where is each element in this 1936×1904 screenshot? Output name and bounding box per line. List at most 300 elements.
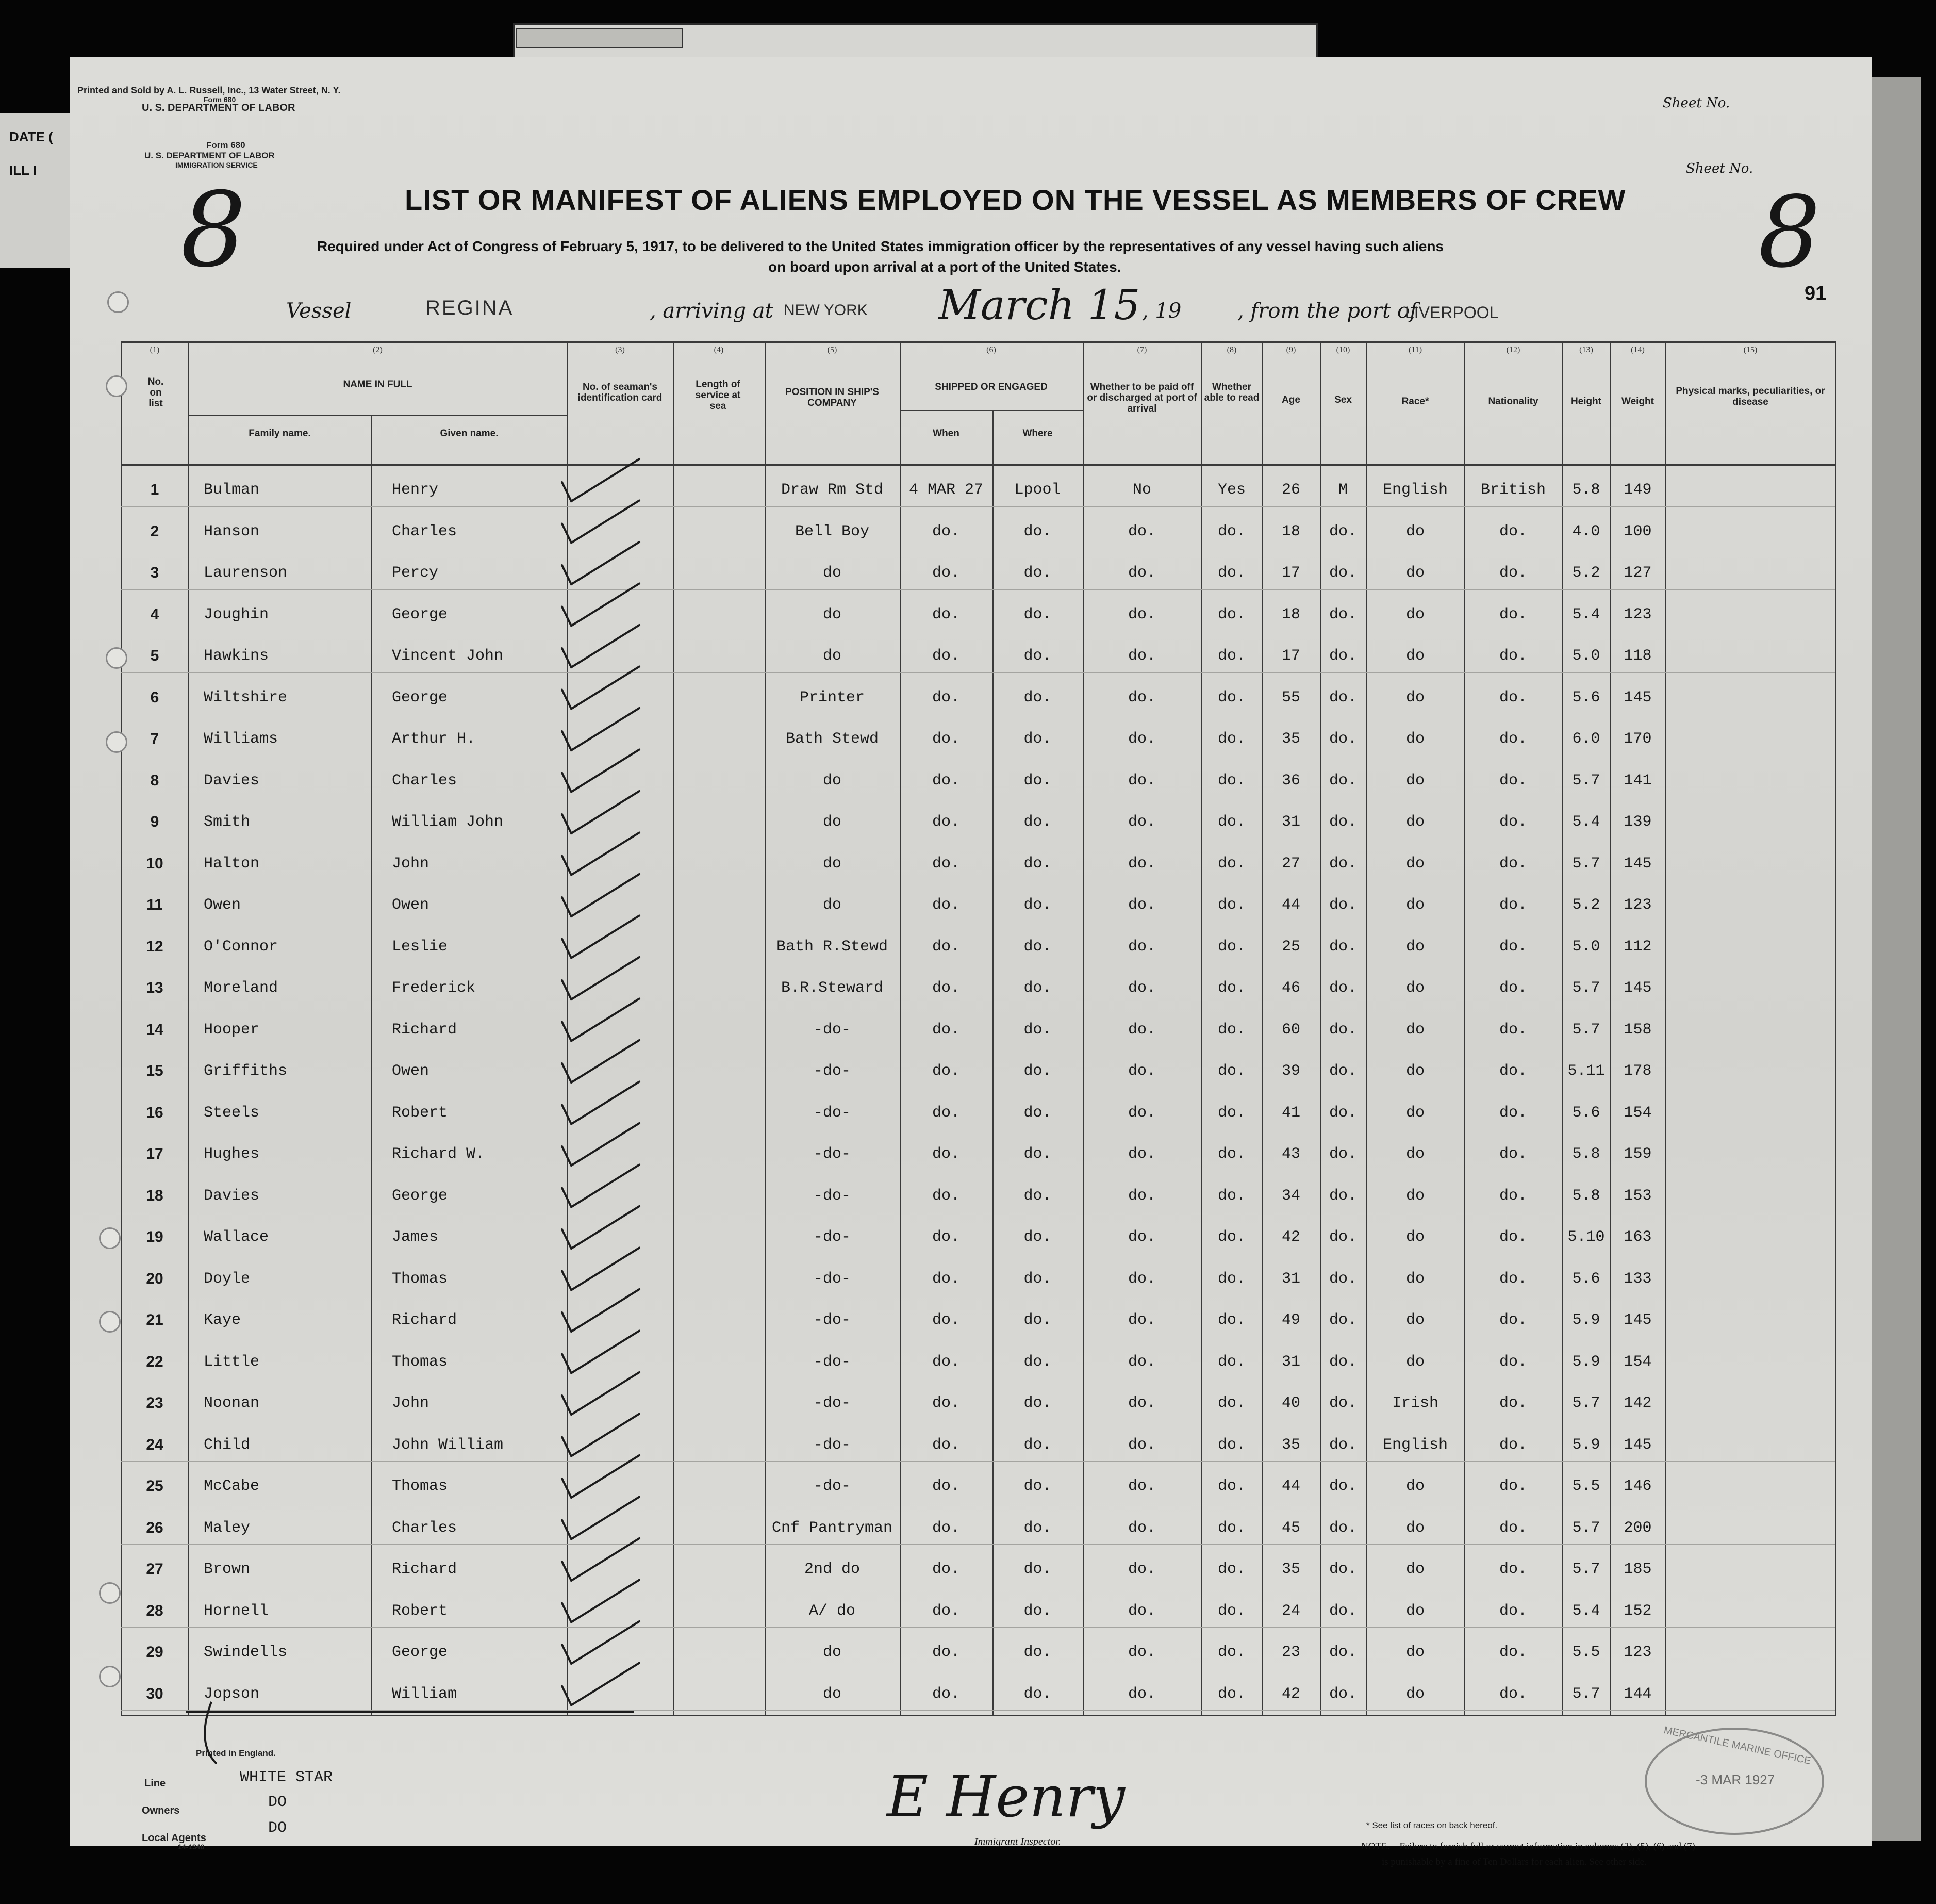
cell-no: 20 [146,1270,163,1287]
cell-where: do. [1023,1311,1052,1329]
printed-in: Printed in England. [196,1748,276,1758]
cell-sex: do. [1329,1478,1357,1495]
cell-sex: do. [1329,1228,1357,1246]
cell-where: do. [1023,1228,1052,1246]
cell-race: do [1405,1145,1425,1163]
vessel-label: Vessel [286,299,352,323]
cell-weight: 152 [1624,1602,1652,1620]
col-number: (13) [1579,346,1593,354]
year-label: , 19 [1142,299,1182,323]
agents-label: Local Agents [142,1832,206,1844]
cell-age: 17 [1281,647,1300,665]
cell-height: 5.8 [1572,481,1600,499]
cell-sex: do. [1329,1685,1357,1703]
cell-weight: 200 [1624,1519,1652,1537]
cell-given: Percy [392,564,439,582]
cell-race: English [1382,481,1448,499]
cell-given: Owen [392,896,429,914]
cell-family: Davies [204,1187,260,1205]
cell-weight: 123 [1624,605,1652,623]
cell-given: Owen [392,1062,429,1080]
cell-race: do [1405,1187,1425,1205]
cell-read: do. [1217,813,1246,831]
cell-sex: do. [1329,813,1357,831]
cell-no: 13 [146,979,163,996]
cell-sex: do. [1329,1270,1357,1288]
cell-position: do [822,1644,841,1661]
cell-position: do [822,605,841,623]
cell-height: 5.5 [1572,1644,1600,1661]
cell-paid: do. [1128,647,1156,665]
col-number: (1) [150,346,160,354]
cell-when: do. [932,1353,960,1371]
cell-weight: 145 [1624,855,1652,873]
cell-height: 5.6 [1572,1270,1600,1288]
row-rule [121,1461,1835,1462]
col-number: (4) [714,346,724,354]
cell-age: 31 [1281,813,1300,831]
cell-nat: do. [1499,522,1527,540]
cell-weight: 185 [1624,1561,1652,1578]
inspector-signature: E Henry [887,1764,1125,1830]
cell-weight: 133 [1624,1270,1652,1288]
cell-paid: do. [1128,1145,1156,1163]
cell-when: do. [932,1145,960,1163]
cell-when: do. [932,1062,960,1080]
header-id-card: No. of seaman's identification card [577,382,663,403]
cell-when: do. [932,564,960,582]
cell-paid: do. [1128,1644,1156,1661]
cell-height: 5.4 [1572,813,1600,831]
header-height: Height [1570,396,1602,407]
from-port-label: , from the port of [1237,299,1417,323]
cell-position: -do- [813,1145,851,1163]
cell-where: do. [1023,1685,1052,1703]
cell-when: do. [932,1187,960,1205]
cell-read: do. [1217,730,1246,748]
cell-sex: do. [1329,1062,1357,1080]
cell-nat: do. [1499,1270,1527,1288]
cell-paid: do. [1128,813,1156,831]
cell-height: 5.9 [1572,1311,1600,1329]
cell-position: -do- [813,1104,851,1122]
cell-position: -do- [813,1394,851,1412]
header-shipped: SHIPPED OR ENGAGED [935,382,1048,392]
cell-height: 5.7 [1572,1685,1600,1703]
cell-age: 44 [1281,1478,1300,1495]
cell-read: do. [1217,564,1246,582]
cell-when: do. [932,1519,960,1537]
cell-age: 45 [1281,1519,1300,1537]
cell-family: Williams [204,730,278,748]
cell-age: 46 [1281,979,1300,997]
header-weight: Weight [1621,396,1654,407]
edge-fragment-bill: ILL I [9,162,37,178]
cell-position: Bell Boy [795,522,870,540]
department-top: U. S. DEPARTMENT OF LABOR [142,102,295,113]
cell-when: do. [932,855,960,873]
department: U. S. DEPARTMENT OF LABOR [144,151,275,160]
cell-weight: 170 [1624,730,1652,748]
cell-no: 6 [150,688,159,706]
cell-age: 35 [1281,1561,1300,1578]
cell-nat: do. [1499,1478,1527,1495]
cell-weight: 100 [1624,522,1652,540]
cell-height: 5.0 [1572,938,1600,956]
cell-age: 42 [1281,1228,1300,1246]
cell-no: 26 [146,1519,163,1536]
cell-where: do. [1023,772,1052,790]
cell-position: do [822,896,841,914]
cell-when: do. [932,1644,960,1661]
cell-family: Little [204,1353,260,1371]
header-length-service: Length of service at sea [695,379,741,412]
table-header-rule [121,464,1835,466]
cell-family: Wallace [204,1228,269,1246]
cell-nat: do. [1499,1561,1527,1578]
cell-weight: 154 [1624,1353,1652,1371]
cell-nat: do. [1499,772,1527,790]
cell-age: 25 [1281,938,1300,956]
cell-read: do. [1217,605,1246,623]
cell-race: do [1405,1478,1425,1495]
cell-weight: 141 [1624,772,1652,790]
cell-paid: do. [1128,772,1156,790]
col-number: (9) [1286,346,1296,354]
cell-given: Charles [392,772,457,790]
col-number: (6) [986,346,996,354]
col-number: (10) [1336,346,1350,354]
cell-given: George [392,1187,448,1205]
header-race: Race* [1401,396,1429,407]
cell-age: 39 [1281,1062,1300,1080]
page-title: LIST OR MANIFEST OF ALIENS EMPLOYED ON THE VESSEL AS MEMBERS OF CREW [405,184,1626,216]
cell-sex: do. [1329,1311,1357,1329]
cell-read: do. [1217,1187,1246,1205]
cell-race: do [1405,1021,1425,1039]
right-edge-strip [1872,77,1921,1841]
cell-nat: do. [1499,564,1527,582]
cell-no: 27 [146,1561,163,1578]
punch-hole [99,1311,121,1333]
cell-no: 28 [146,1602,163,1619]
cell-nat: British [1480,481,1546,499]
cell-where: do. [1023,647,1052,665]
header-where: Where [1022,428,1053,439]
cell-when: do. [932,979,960,997]
cell-weight: 149 [1624,481,1652,499]
cell-where: do. [1023,730,1052,748]
cell-height: 5.2 [1572,564,1600,582]
cell-race: Irish [1392,1394,1438,1412]
cell-weight: 112 [1624,938,1652,956]
cell-when: do. [932,1270,960,1288]
cell-paid: do. [1128,1519,1156,1537]
cell-when: do. [932,938,960,956]
cell-given: Robert [392,1602,448,1620]
row-rule [121,506,1835,507]
cell-nat: do. [1499,1685,1527,1703]
cell-read: Yes [1217,481,1246,499]
cell-age: 41 [1281,1104,1300,1122]
cell-race: do [1405,605,1425,623]
cell-no: 3 [150,564,159,581]
cell-where: do. [1023,979,1052,997]
cell-where: do. [1023,1104,1052,1122]
cell-sex: do. [1329,1187,1357,1205]
cell-sex: do. [1329,647,1357,665]
cell-where: do. [1023,1394,1052,1412]
punch-hole [99,1582,121,1604]
cell-when: do. [932,1021,960,1039]
cell-position: -do- [813,1270,851,1288]
cell-given: Thomas [392,1478,448,1495]
cell-height: 5.7 [1572,1519,1600,1537]
cell-read: do. [1217,1311,1246,1329]
cell-when: do. [932,1602,960,1620]
cell-sex: do. [1329,896,1357,914]
cell-read: do. [1217,1685,1246,1703]
cell-read: do. [1217,522,1246,540]
cell-height: 5.7 [1572,772,1600,790]
cell-nat: do. [1499,1644,1527,1661]
cell-family: Laurenson [204,564,288,582]
cell-family: Hawkins [204,647,269,665]
cell-given: Arthur H. [392,730,476,748]
cell-no: 11 [146,896,163,913]
row-rule [121,1544,1835,1545]
cell-read: do. [1217,1104,1246,1122]
cell-age: 42 [1281,1685,1300,1703]
row-rule [121,1710,1835,1711]
cell-sex: do. [1329,1561,1357,1578]
cell-position: -do- [813,1228,851,1246]
cell-no: 14 [146,1021,163,1038]
cell-where: do. [1023,605,1052,623]
cell-age: 18 [1281,522,1300,540]
punch-hole [99,1666,121,1687]
header-name-in-full: NAME IN FULL [343,379,412,390]
cell-read: do. [1217,938,1246,956]
cell-nat: do. [1499,1104,1527,1122]
cell-where: do. [1023,1644,1052,1661]
line-label: Line [144,1778,166,1789]
cell-when: do. [932,647,960,665]
cell-sex: do. [1329,1021,1357,1039]
cell-nat: do. [1499,896,1527,914]
stamp-date: -3 MAR 1927 [1696,1772,1775,1787]
cell-read: do. [1217,1353,1246,1371]
cell-age: 43 [1281,1145,1300,1163]
cell-height: 5.7 [1572,1561,1600,1578]
cell-where: do. [1023,1062,1052,1080]
header-when: When [933,428,959,439]
cell-height: 5.2 [1572,896,1600,914]
cell-no: 10 [146,855,163,872]
cell-nat: do. [1499,1519,1527,1537]
punch-hole [106,375,127,397]
cell-height: 5.4 [1572,605,1600,623]
stamp-top-text: MERCANTILE MARINE OFFICE [1662,1724,1812,1767]
cell-nat: do. [1499,1062,1527,1080]
cell-race: do [1405,688,1425,707]
header-given-name: Given name. [440,428,499,439]
cell-age: 24 [1281,1602,1300,1620]
cell-age: 60 [1281,1021,1300,1039]
cell-sex: do. [1329,1145,1357,1163]
cell-position: Bath Stewd [785,730,879,748]
cell-position: Printer [799,688,865,707]
header-family-name: Family name. [249,428,311,439]
cell-race: English [1382,1436,1448,1454]
cell-when: do. [932,605,960,623]
cell-height: 5.4 [1572,1602,1600,1620]
cell-family: Kaye [204,1311,241,1329]
col-number: (5) [827,346,837,354]
note-line2: is punishable by a fine of Ten Dollars for each alien. See other side. [1382,1857,1647,1867]
cell-sex: do. [1329,688,1357,707]
cell-sex: M [1338,481,1348,499]
cell-no: 22 [146,1353,163,1370]
cell-position: -do- [813,1062,851,1080]
cell-position: do [822,1685,841,1703]
cell-family: Swindells [204,1644,288,1661]
cell-no: 23 [146,1394,163,1411]
cell-height: 4.0 [1572,522,1600,540]
cell-paid: do. [1128,564,1156,582]
cell-read: do. [1217,1644,1246,1661]
cell-read: do. [1217,1561,1246,1578]
cell-no: 8 [150,772,159,789]
cell-read: do. [1217,1270,1246,1288]
cell-read: do. [1217,688,1246,707]
col-number: (8) [1227,346,1237,354]
row-rule [121,589,1835,590]
col-number: (3) [615,346,625,354]
cell-paid: do. [1128,938,1156,956]
cell-no: 19 [146,1228,163,1245]
cell-given: George [392,688,448,707]
cell-position: -do- [813,1187,851,1205]
cell-given: Frederick [392,979,476,997]
cell-when: do. [932,896,960,914]
arrival-date: March 15 [938,281,1140,329]
cell-nat: do. [1499,1394,1527,1412]
cell-position: -do- [813,1311,851,1329]
cell-height: 5.8 [1572,1187,1600,1205]
cell-age: 34 [1281,1187,1300,1205]
cell-race: do [1405,1353,1425,1371]
cell-read: do. [1217,1519,1246,1537]
cell-where: do. [1023,1021,1052,1039]
cell-no: 29 [146,1644,163,1661]
cell-age: 40 [1281,1394,1300,1412]
cell-family: Hornell [204,1602,269,1620]
cell-age: 31 [1281,1353,1300,1371]
header-age: Age [1282,395,1300,405]
cell-weight: 142 [1624,1394,1652,1412]
cell-weight: 159 [1624,1145,1652,1163]
cell-given: Richard W. [392,1145,485,1163]
form-number-small: Form 680 [204,95,236,104]
cell-race: do [1405,1602,1425,1620]
cell-age: 18 [1281,605,1300,623]
cell-family: Noonan [204,1394,260,1412]
cell-family: Griffiths [204,1062,288,1080]
cell-age: 17 [1281,564,1300,582]
cell-read: do. [1217,1602,1246,1620]
cell-race: do [1405,772,1425,790]
cell-where: do. [1023,1353,1052,1371]
cell-race: do [1405,1561,1425,1578]
cell-height: 5.7 [1572,1021,1600,1039]
cell-family: Maley [204,1519,251,1537]
owners-label: Owners [142,1805,180,1816]
cell-age: 55 [1281,688,1300,707]
cell-age: 23 [1281,1644,1300,1661]
edge-fragment-date: DATE ( [9,129,53,144]
cell-nat: do. [1499,1353,1527,1371]
cell-no: 7 [150,730,159,747]
cell-where: do. [1023,938,1052,956]
cell-where: do. [1023,564,1052,582]
cell-read: do. [1217,896,1246,914]
cell-race: do [1405,1644,1425,1661]
cell-no: 17 [146,1145,163,1162]
col-number: (14) [1631,346,1645,354]
arrival-port: NEW YORK [784,302,868,319]
header-nationality: Nationality [1488,396,1538,407]
punch-hole [107,291,129,313]
cell-weight: 178 [1624,1062,1652,1080]
cell-read: do. [1217,1394,1246,1412]
cell-weight: 144 [1624,1685,1652,1703]
cell-sex: do. [1329,1394,1357,1412]
cell-no: 15 [146,1062,163,1079]
cell-where: Lpool [1014,481,1061,499]
cell-paid: do. [1128,730,1156,748]
cell-given: Richard [392,1561,457,1578]
cell-no: 2 [150,522,159,540]
cell-position: -do- [813,1478,851,1495]
cell-family: Wiltshire [204,688,288,707]
header-sex: Sex [1334,395,1352,405]
cell-nat: do. [1499,1228,1527,1246]
name-subheader-rule [188,415,567,416]
cell-family: Hughes [204,1145,260,1163]
cell-when: do. [932,522,960,540]
cell-when: do. [932,1228,960,1246]
cell-paid: No [1132,481,1151,499]
cell-race: do [1405,1270,1425,1288]
cell-family: Brown [204,1561,251,1578]
cell-read: do. [1217,1021,1246,1039]
cell-paid: do. [1128,855,1156,873]
cell-age: 44 [1281,896,1300,914]
cell-sex: do. [1329,855,1357,873]
col-divider [371,415,372,1716]
cell-family: Doyle [204,1270,251,1288]
cell-paid: do. [1128,1311,1156,1329]
cell-family: McCabe [204,1478,260,1495]
cell-paid: do. [1128,979,1156,997]
cell-read: do. [1217,647,1246,665]
cell-when: do. [932,688,960,707]
cell-read: do. [1217,855,1246,873]
cell-height: 5.5 [1572,1478,1600,1495]
cell-height: 5.7 [1572,1394,1600,1412]
cell-given: George [392,605,448,623]
